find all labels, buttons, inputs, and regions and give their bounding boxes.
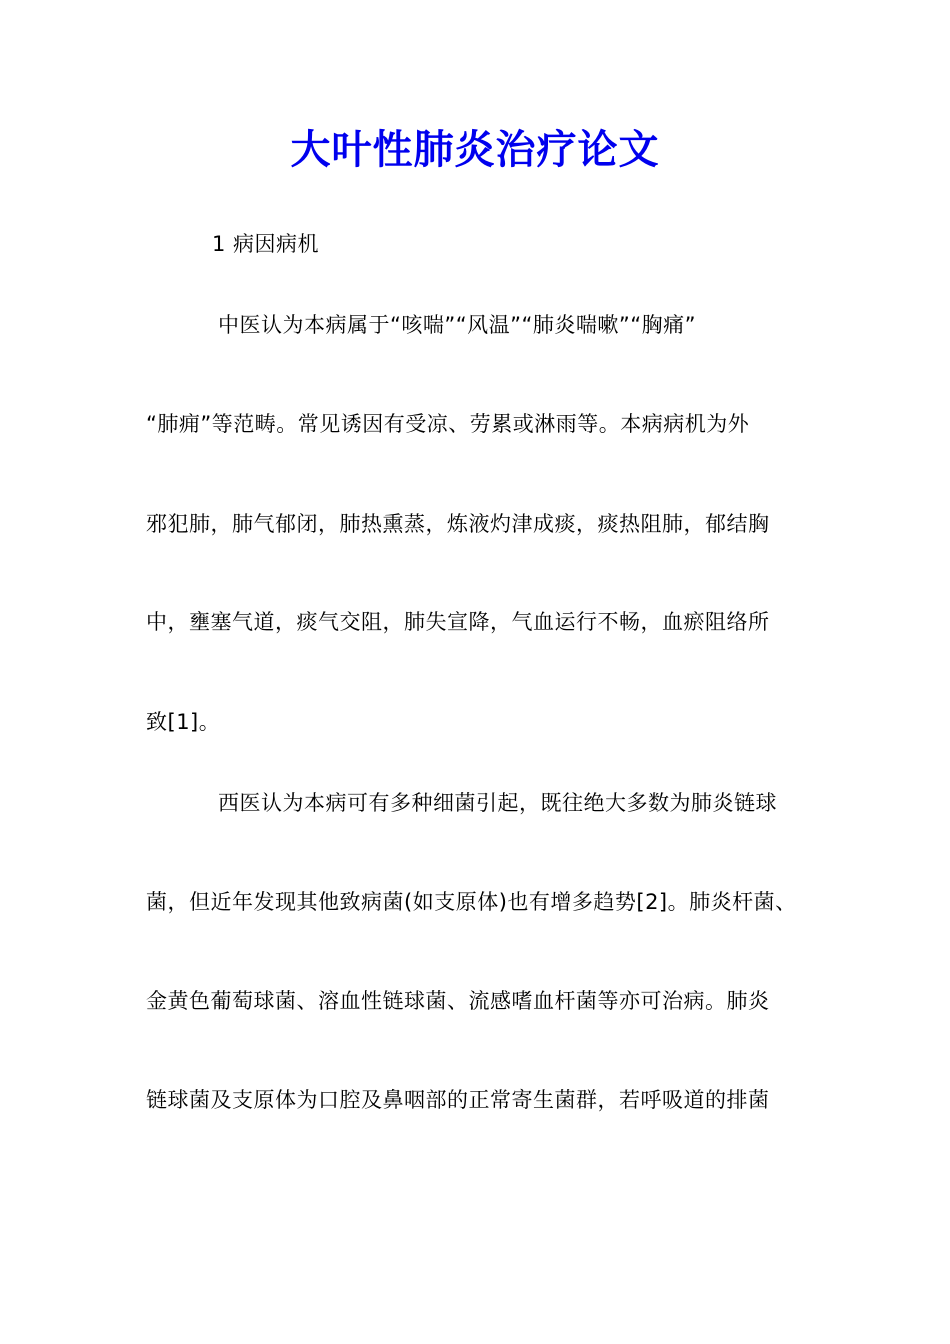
paragraph-2-line-2: 菌，但近年发现其他致病菌(如支原体)也有增多趋势[2]。肺炎杆菌、: [146, 890, 797, 914]
document-title: 大叶性肺炎治疗论文: [290, 126, 660, 173]
paragraph-1-line-5: 致[1]。: [146, 710, 221, 734]
section-heading: 1 病因病机: [212, 232, 320, 256]
paragraph-1-line-3: 邪犯肺，肺气郁闭，肺热熏蒸，炼液灼津成痰，痰热阻肺，郁结胸: [146, 512, 770, 536]
paragraph-1-line-4: 中，壅塞气道，痰气交阻，肺失宣降，气血运行不畅，血瘀阻络所: [146, 610, 770, 634]
paragraph-2-line-1: 西医认为本病可有多种细菌引起，既往绝大多数为肺炎链球: [218, 791, 777, 815]
paragraph-1-line-2: “肺痈”等范畴。常见诱因有受凉、劳累或淋雨等。本病病机为外: [146, 412, 750, 436]
paragraph-2-line-4: 链球菌及支原体为口腔及鼻咽部的正常寄生菌群，若呼吸道的排菌: [146, 1088, 770, 1112]
paragraph-2-line-3: 金黄色葡萄球菌、溶血性链球菌、流感嗜血杆菌等亦可治病。肺炎: [146, 989, 770, 1013]
paragraph-1-line-1: 中医认为本病属于“咳喘”“风温”“肺炎喘嗽”“胸痛”: [218, 313, 697, 337]
